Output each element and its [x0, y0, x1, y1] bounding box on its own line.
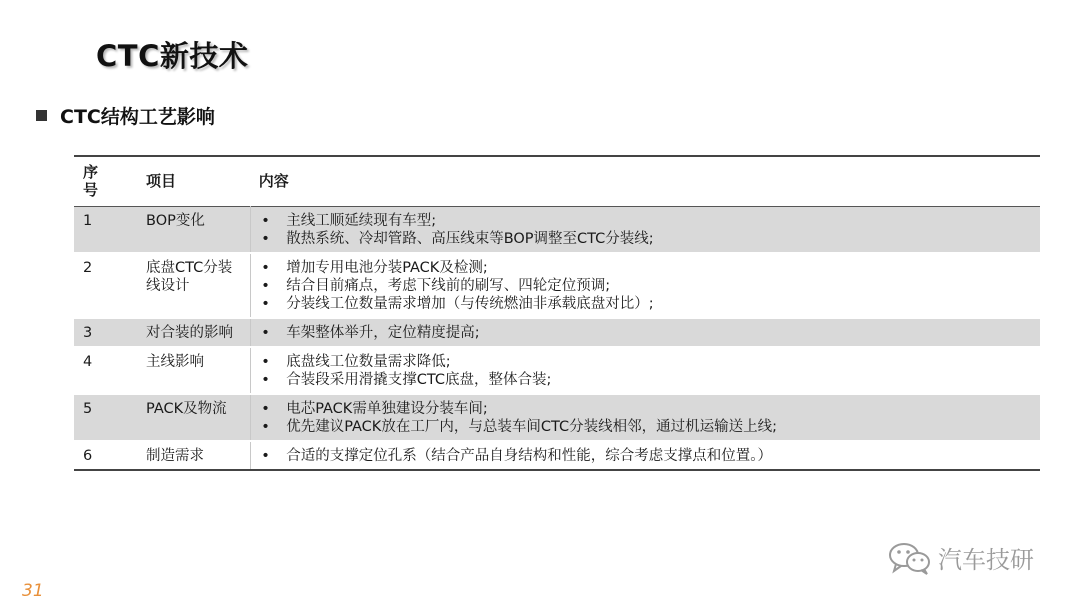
- content-item: [259, 447, 1032, 465]
- content-list: [259, 400, 1032, 436]
- table-row: [74, 253, 1040, 318]
- bullet-icon: •: [261, 401, 270, 417]
- row-item: PACK及物流: [74, 394, 251, 441]
- content-item: [259, 212, 1032, 230]
- row-content: [251, 318, 1040, 347]
- content-item: [259, 353, 1032, 371]
- content-text: 电芯PACK需单独建设分装车间;: [286, 401, 488, 417]
- header-content: 内容: [258, 172, 289, 190]
- content-list: [259, 259, 1032, 313]
- row-content: [251, 347, 1040, 394]
- table-row: [74, 347, 1040, 394]
- bullet-icon: •: [261, 278, 270, 294]
- table-row: [74, 207, 1040, 254]
- content-text: 结合目前痛点，考虑下线前的刷写、四轮定位预调;: [286, 278, 611, 294]
- bullet-icon: •: [261, 213, 270, 229]
- content-text: 分装线工位数量需求增加（与传统燃油非承载底盘对比）;: [286, 296, 654, 312]
- content-item: [259, 418, 1032, 436]
- content-item: [259, 259, 1032, 277]
- bullet-icon: •: [261, 231, 270, 247]
- row-content: [251, 394, 1040, 441]
- table-row: [74, 441, 1040, 470]
- header-row: 序号 项目 内容: [74, 156, 1040, 207]
- page-number: 31: [22, 581, 44, 601]
- content-list: [259, 212, 1032, 248]
- square-bullet-icon: [36, 110, 47, 121]
- watermark-text: 汽车技研: [938, 546, 1034, 574]
- bullet-icon: •: [261, 296, 270, 312]
- row-item: 底盘CTC分装线设计: [74, 253, 251, 318]
- content-item: [259, 400, 1032, 418]
- bullet-icon: •: [261, 354, 270, 370]
- content-text: 主线工顺延续现有车型;: [286, 213, 437, 229]
- content-item: [259, 324, 1032, 342]
- watermark: [888, 540, 1034, 575]
- bullet-icon: •: [261, 372, 270, 388]
- section-heading-text: CTC结构工艺影响: [60, 106, 215, 128]
- content-list: [259, 324, 1032, 342]
- bullet-icon: •: [261, 325, 270, 341]
- impact-table-container: [74, 155, 1040, 471]
- header-item: 项目: [146, 172, 177, 190]
- content-text: 合装段采用滑撬支撑CTC底盘，整体合装;: [286, 372, 552, 388]
- content-item: [259, 371, 1032, 389]
- content-list: [259, 353, 1032, 389]
- table-row: [74, 394, 1040, 441]
- impact-table: [74, 155, 1040, 471]
- bullet-icon: •: [261, 419, 270, 435]
- row-item: 主线影响: [74, 347, 251, 394]
- row-content: [251, 253, 1040, 318]
- content-item: [259, 230, 1032, 248]
- wechat-icon: [888, 541, 932, 575]
- table-row: [74, 318, 1040, 347]
- bullet-icon: •: [261, 448, 270, 464]
- section-heading: [36, 102, 215, 129]
- content-text: 优先建议PACK放在工厂内，与总装车间CTC分装线相邻，通过机运输送上线;: [286, 419, 777, 435]
- content-item: [259, 277, 1032, 295]
- table-header: [74, 156, 1040, 207]
- content-text: 增加专用电池分装PACK及检测;: [286, 260, 488, 276]
- content-text: 车架整体举升，定位精度提高;: [286, 325, 480, 341]
- content-item: [259, 295, 1032, 313]
- slide-title: CTC新技术: [96, 39, 249, 73]
- content-list: [259, 447, 1032, 465]
- content-text: 散热系统、冷却管路、高压线束等BOP调整至CTC分装线;: [286, 231, 654, 247]
- row-item: BOP变化: [74, 207, 251, 254]
- bullet-icon: •: [261, 260, 270, 276]
- table-body: [74, 207, 1040, 471]
- row-item: 制造需求: [74, 441, 251, 470]
- row-content: [251, 207, 1040, 254]
- content-text: 底盘线工位数量需求降低;: [286, 354, 451, 370]
- content-text: 合适的支撑定位孔系（结合产品自身结构和性能，综合考虑支撑点和位置。）: [286, 448, 772, 464]
- row-content: [251, 441, 1040, 470]
- row-item: 对合装的影响: [74, 318, 251, 347]
